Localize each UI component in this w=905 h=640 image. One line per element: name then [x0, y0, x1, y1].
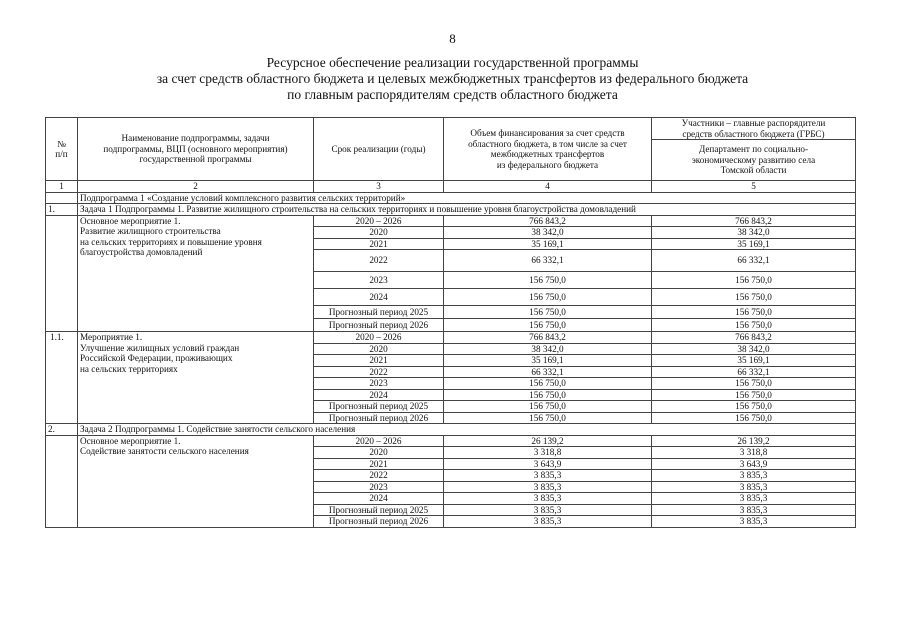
funding-cell: 3 835,3: [444, 504, 652, 516]
term-cell: Прогнозный период 2026: [314, 319, 444, 332]
term-cell: 2023: [314, 378, 444, 390]
table-row: [46, 215, 856, 227]
department-cell: 3 643,9: [652, 458, 856, 470]
term-cell: 2024: [314, 493, 444, 505]
funding-cell: 156 750,0: [444, 378, 652, 390]
title-line: за счет средств областного бюджета и целевых межбюджетных трансфертов из федерального бюджета: [156, 71, 749, 86]
task-number: 1.: [46, 204, 78, 216]
header-name: Наименование подпрограммы, задачи подпрограммы, ВЦП (основного мероприятия) государственной программы: [78, 118, 314, 181]
funding-cell: 3 643,9: [444, 458, 652, 470]
term-cell: 2023: [314, 272, 444, 289]
resource-table: [45, 117, 856, 528]
index-cell: 4: [444, 181, 652, 193]
department-cell: 3 835,3: [652, 516, 856, 528]
header-participants: Участники – главные распорядители средств областного бюджета (ГРБС): [652, 118, 856, 140]
funding-cell: 156 750,0: [444, 319, 652, 332]
department-cell: 66 332,1: [652, 250, 856, 272]
table-row: [46, 332, 856, 344]
funding-cell: 3 835,3: [444, 470, 652, 482]
funding-cell: 26 139,2: [444, 435, 652, 447]
department-cell: 156 750,0: [652, 272, 856, 289]
term-cell: 2020 – 2026: [314, 332, 444, 344]
main-activity-block: [46, 215, 856, 332]
funding-cell: 3 318,8: [444, 447, 652, 459]
index-cell: 1: [46, 181, 78, 193]
department-cell: 35 169,1: [652, 238, 856, 250]
term-cell: 2021: [314, 238, 444, 250]
term-cell: Прогнозный период 2025: [314, 401, 444, 413]
funding-cell: 35 169,1: [444, 238, 652, 250]
row-number: [46, 435, 78, 527]
task-title: Задача 1 Подпрограммы 1. Развитие жилищного строительства на сельских территориях и повышение уровня благоустройства домовладений: [78, 204, 856, 216]
department-cell: 38 342,0: [652, 343, 856, 355]
department-cell: 156 750,0: [652, 289, 856, 306]
activity-name: Основное мероприятие 1. Содействие занятости сельского населения: [78, 435, 314, 527]
term-cell: 2023: [314, 481, 444, 493]
header-term: Срок реализации (годы): [314, 118, 444, 181]
term-cell: 2024: [314, 389, 444, 401]
funding-cell: 38 342,0: [444, 343, 652, 355]
funding-cell: 766 843,2: [444, 215, 652, 227]
term-cell: 2022: [314, 366, 444, 378]
department-cell: 3 835,3: [652, 481, 856, 493]
funding-cell: 3 835,3: [444, 481, 652, 493]
funding-cell: 156 750,0: [444, 289, 652, 306]
term-cell: 2022: [314, 470, 444, 482]
funding-cell: 3 835,3: [444, 516, 652, 528]
activity-block: [46, 332, 856, 424]
department-cell: 156 750,0: [652, 401, 856, 413]
department-cell: 156 750,0: [652, 378, 856, 390]
task-title: Задача 2 Подпрограммы 1. Содействие занятости сельского населения: [78, 424, 856, 436]
subprogram-title: Подпрограмма 1 «Создание условий комплексного развития сельских территорий»: [78, 192, 856, 204]
index-cell: 3: [314, 181, 444, 193]
department-cell: 26 139,2: [652, 435, 856, 447]
department-cell: 156 750,0: [652, 389, 856, 401]
department-cell: 66 332,1: [652, 366, 856, 378]
department-cell: 3 835,3: [652, 470, 856, 482]
department-cell: 766 843,2: [652, 215, 856, 227]
department-cell: 156 750,0: [652, 306, 856, 319]
department-cell: 3 835,3: [652, 493, 856, 505]
header-number: № п/п: [46, 118, 78, 181]
term-cell: 2022: [314, 250, 444, 272]
funding-cell: 35 169,1: [444, 355, 652, 367]
title-line: Ресурсное обеспечение реализации государственной программы: [266, 55, 639, 70]
department-cell: 156 750,0: [652, 412, 856, 424]
funding-cell: 156 750,0: [444, 306, 652, 319]
task-number: 2.: [46, 424, 78, 436]
title-line: по главным распорядителям средств областного бюджета: [287, 87, 618, 102]
funding-cell: 156 750,0: [444, 401, 652, 413]
term-cell: 2024: [314, 289, 444, 306]
index-cell: 2: [78, 181, 314, 193]
row-number: 1.1.: [46, 332, 78, 424]
funding-cell: 38 342,0: [444, 227, 652, 239]
funding-cell: 156 750,0: [444, 389, 652, 401]
term-cell: Прогнозный период 2026: [314, 516, 444, 528]
term-cell: 2020 – 2026: [314, 215, 444, 227]
term-cell: 2021: [314, 355, 444, 367]
activity-name: Основное мероприятие 1. Развитие жилищного строительства на сельских территориях и повышение уровня благоустройства домовладений: [78, 215, 314, 332]
department-cell: 3 318,8: [652, 447, 856, 459]
term-cell: 2021: [314, 458, 444, 470]
term-cell: Прогнозный период 2026: [314, 412, 444, 424]
department-cell: 38 342,0: [652, 227, 856, 239]
document-title: [0, 55, 905, 103]
index-cell: 5: [652, 181, 856, 193]
header-funding: Объем финансирования за счет средств областного бюджета, в том числе за счет межбюджетных трансфертов из федерального бюджета: [444, 118, 652, 181]
header-department: Департамент по социально- экономическому развитию села Томской области: [652, 140, 856, 181]
funding-cell: 3 835,3: [444, 493, 652, 505]
row-number: [46, 215, 78, 332]
funding-cell: 156 750,0: [444, 412, 652, 424]
term-cell: 2020: [314, 227, 444, 239]
department-cell: 3 835,3: [652, 504, 856, 516]
department-cell: 35 169,1: [652, 355, 856, 367]
department-cell: 766 843,2: [652, 332, 856, 344]
main-activity-block: [46, 435, 856, 527]
funding-cell: 766 843,2: [444, 332, 652, 344]
page-number: 8: [449, 31, 456, 46]
term-cell: 2020: [314, 343, 444, 355]
term-cell: 2020: [314, 447, 444, 459]
term-cell: Прогнозный период 2025: [314, 306, 444, 319]
department-cell: 156 750,0: [652, 319, 856, 332]
term-cell: Прогнозный период 2025: [314, 504, 444, 516]
table-row: [46, 435, 856, 447]
funding-cell: 156 750,0: [444, 272, 652, 289]
term-cell: 2020 – 2026: [314, 435, 444, 447]
funding-cell: 66 332,1: [444, 250, 652, 272]
empty-cell: [46, 192, 78, 204]
activity-name: Мероприятие 1. Улучшение жилищных условий граждан Российской Федерации, проживающих на сельских территориях: [78, 332, 314, 424]
funding-cell: 66 332,1: [444, 366, 652, 378]
